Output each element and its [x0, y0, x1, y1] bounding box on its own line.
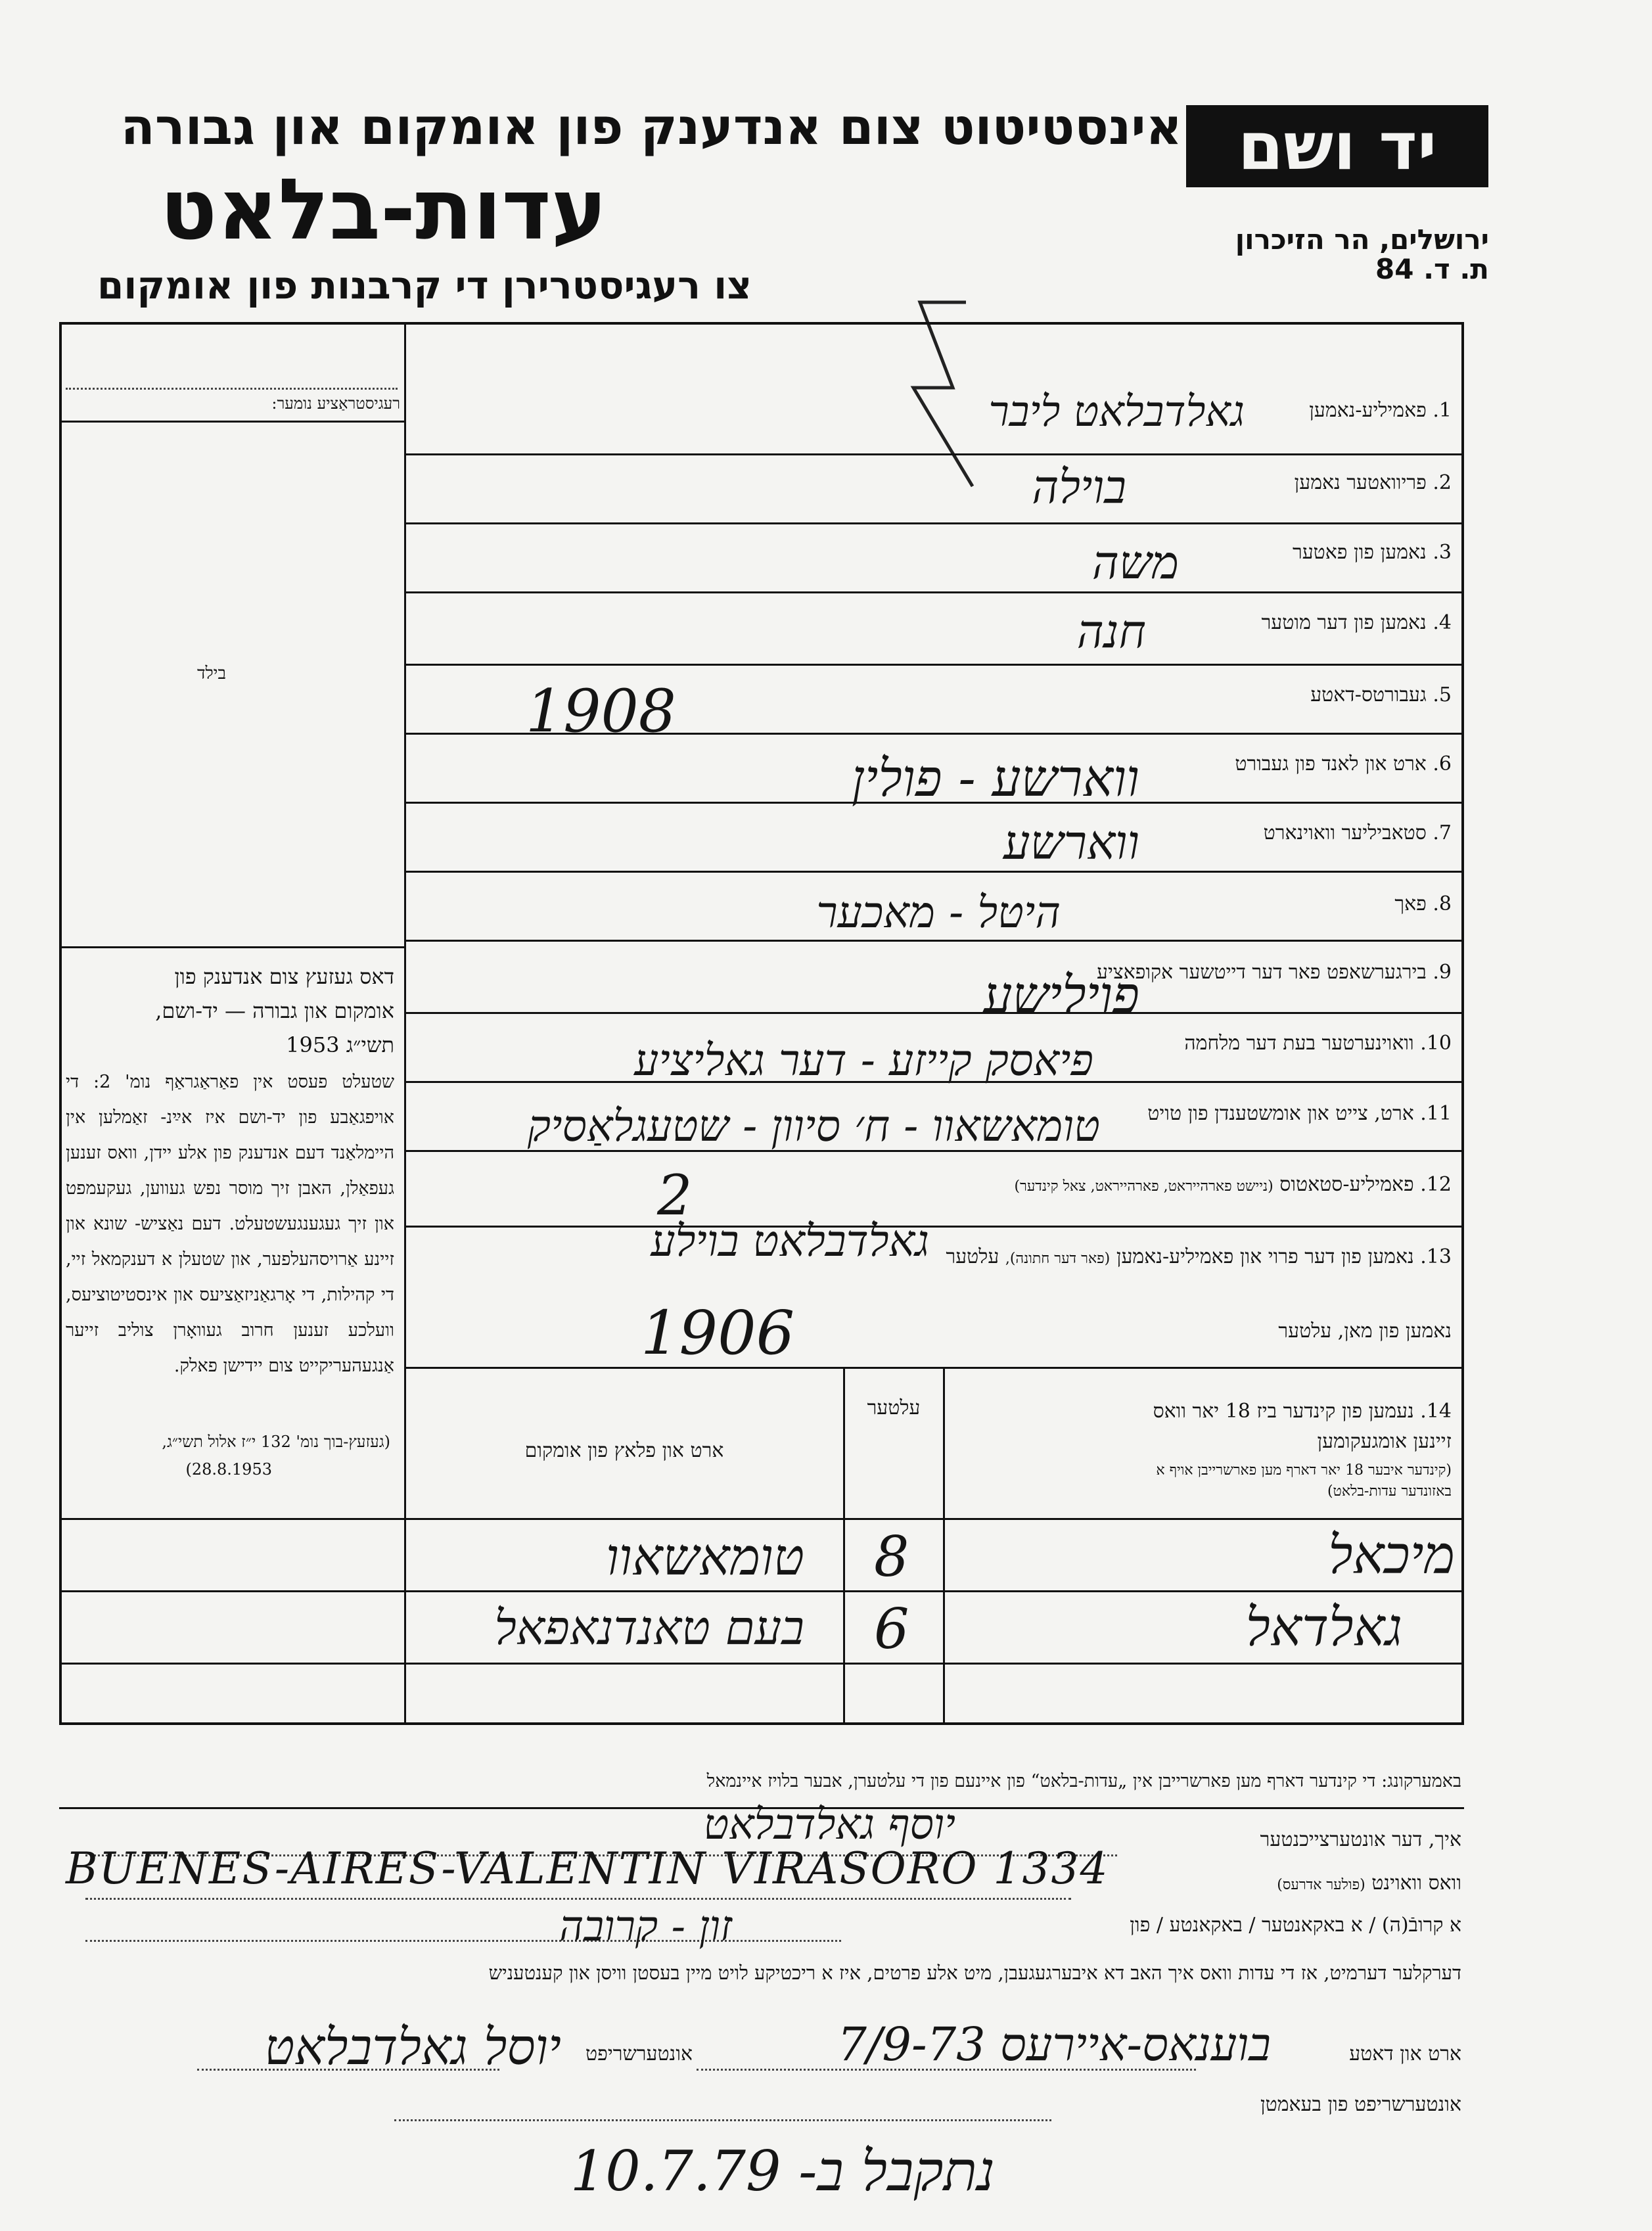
value-birth-date: 1908 [526, 677, 677, 746]
row-line [404, 522, 1464, 524]
signature-value: יוסל גאלדבלאט [264, 2017, 561, 2076]
row-line [404, 1226, 1464, 1228]
children-row-line [59, 1590, 1464, 1592]
field-6: 6. ארט און לאנד פון געבורט [1235, 752, 1452, 775]
official-signature-label: אונטערשריפט פון בעאמטן [1260, 2093, 1461, 2116]
value-birth-place: ווארשע - פולין [852, 749, 1139, 808]
yad-vashem-logo: יד ושם [1186, 105, 1488, 187]
value-profession: היטל - מאכער [816, 887, 1061, 938]
law-line: אומקום און גבורה — יד-ושם, [155, 998, 394, 1023]
children-note: (קינדער איבער 18 יאר דארף מען פארשרייבן אויף א באזונדער עדות-בלאט) [1156, 1462, 1452, 1500]
row-line [404, 453, 1464, 455]
field-9: 9. בירגערשאפט פאר דער דייטשער אקופאציע [1097, 961, 1452, 984]
row-line [404, 1367, 1464, 1369]
child-place: טומאשאוו [605, 1528, 804, 1587]
law-date: (28.8.1953 [185, 1460, 272, 1479]
field-8: 8. פאך [1394, 892, 1452, 915]
place-date-label: ארט און דאטע [1349, 2042, 1461, 2065]
field-4: 4. נאמען פון דער מוטער [1261, 611, 1452, 634]
value-spouse-name: גאלדבלאט בוילע [651, 1216, 929, 1266]
left-column-divider [404, 322, 406, 1725]
child-age: 8 [874, 1525, 909, 1589]
child-place: בעם טאנדנאפאל [494, 1600, 804, 1655]
value-father-name: משה [1091, 536, 1179, 589]
children-row-line [59, 1518, 1464, 1520]
value-residence: ווארשע [1003, 815, 1139, 870]
value-wartime-residence: פיאסק קייזע - דער גאליציע [634, 1035, 1093, 1086]
note-line: באמערקונג: די קינדער דארף מען פארשרייבן אין „עדות-בלאט“ פון איינעם פון די עלטערן, אבער בלויז איינמאל [706, 1771, 1461, 1791]
children-title: 14. נעמען פון קינדער ביז 18 יאר וואס זיינען אומגעקומען [1153, 1400, 1452, 1453]
declaration-text: דערקלער דערמיט, אז די עדות וואס איך האב דא איבערגעגעבן, מיט אלע פרטים, איז א ריכטיקע לויט מיין בעסטן וויסן און קענטעניש [488, 1962, 1461, 1984]
value-family-status: 2 [657, 1163, 693, 1228]
institute-address: ירושלים, הר הזיכרון [1235, 223, 1489, 256]
registration-label: רעגיסטראַציע נומער: [271, 394, 400, 413]
value-mother-name: חנה [1076, 605, 1146, 658]
field-13b: נאמען פון מאן, עלטער [1278, 1320, 1452, 1343]
photo-divider [59, 946, 406, 948]
official-signature-line [394, 2119, 1051, 2121]
field-1: 1. פאמיליע-נאמען [1309, 399, 1452, 422]
registration-line [66, 388, 398, 390]
page-title: עדות-בלאט [160, 161, 607, 259]
address-value: BUENES-AIRES-VALENTIN VIRASORO 1334 [66, 1843, 1109, 1894]
relation-label: א קרובֿ(ה) / א באקאנטער / באקאנטע / פון [1130, 1914, 1461, 1937]
row-line [404, 1012, 1464, 1014]
value-citizenship: פוילישע [983, 966, 1139, 1025]
signature-label: אונטערשריפט [585, 2042, 693, 2065]
field-7: 7. סטאביליער וואוינארט [1263, 821, 1452, 844]
col-place-header: ארט און פלאץ פון אומקום [524, 1439, 724, 1462]
child-age: 6 [874, 1597, 909, 1661]
photo-label: בילד [197, 664, 227, 683]
place-date-value: בוענאס-איירעס 7/9-73 [837, 2017, 1271, 2071]
field-3: 3. נאמען פון פאטער [1292, 541, 1452, 564]
signer-value: יוסף גאלדבלאט [703, 1801, 955, 1849]
institute-name: אינסטיטוט צום אנדענק פון אומקום און גבורה [120, 97, 1182, 156]
page-subtitle: צו רעגיסטרירן די קרבנות פון אומקום [97, 263, 752, 308]
field-2: 2. פריוואטער נאמען [1294, 471, 1452, 494]
children-row-line [59, 1663, 1464, 1665]
field-10: 10. וואוינערטער בעת דער מלחמה [1184, 1032, 1452, 1055]
row-line [404, 940, 1464, 942]
child-name: גאלדאל [1245, 1597, 1402, 1658]
field-13: 13. נאמען פון דער פרוי און פאמיליע-נאמען (פאר דער חתונה), עלטער [946, 1245, 1452, 1268]
address-line [85, 1898, 1071, 1900]
law-paragraph: שטעלט פעסט אין פאַראַגראַף נומ' 2: די אויפגאַבע פון יד-ושם איז אײַנ- זאַמלען אין היימלאַנד דעם אנדענק פון אלע יידן, וואס זענען געפאַלן, האבן זיך מוסר נפש געווען, געקעמפט און זיך געגענגעשטעלט. דעם נאַציש- שונא און זיינע אַרויסהעלפער, און שטעלן א דענקמאל זיי, די קהילות, די אָרגאַניזאַציעס און אינסטיטוציעס, וועלכע זענען חרוב געוואָרן צוליב זייער אַנגעהעריקייט צום יידישן פאלק. [66, 1072, 394, 1376]
col-age-header: עלטער [867, 1396, 921, 1419]
value-spouse-age: 1906 [641, 1298, 795, 1368]
field-11: 11. ארט, צייט און אומשטענדן פון טויט [1147, 1102, 1452, 1125]
children-col-divider [843, 1367, 845, 1725]
address-label: וואס וואוינט (פולער אדרעס) [1277, 1872, 1461, 1895]
law-citation: (געזעץ-בוך נומ' 132 י״ז אלול תשי״ג, [162, 1433, 390, 1451]
value-first-name: בוילה [1032, 460, 1126, 514]
row-line [404, 664, 1464, 666]
value-family-name: גאלדבלאט ליבר [988, 388, 1245, 436]
row-line [404, 871, 1464, 873]
po-box: ת. ד. 84 [1375, 253, 1489, 285]
child-name: מיכאל [1328, 1525, 1455, 1586]
relation-value: זון - קרובה [559, 1902, 732, 1951]
law-line: תשי״ג 1953 [286, 1032, 394, 1057]
field-5: 5. געבורטס-דאטע [1310, 683, 1452, 706]
row-line [404, 591, 1464, 593]
children-col-divider [943, 1367, 945, 1725]
field-12: 12. פאמיליע-סטאטוס (ניישט פארהייראט, פארהייראט, צאל קינדער) [1014, 1173, 1452, 1196]
law-line: דאס געזעץ צום אנדענק פון [174, 964, 394, 989]
received-note: נתקבל ב- 10.7.79 [570, 2139, 995, 2203]
law-header [66, 959, 394, 1062]
value-death-details: טומאשאוו - ח׳ סיוון - שטעגלאַסיק [527, 1101, 1100, 1151]
registration-divider [59, 421, 406, 423]
signer-label: איך, דער אונטערצייכנטער [1260, 1828, 1461, 1851]
